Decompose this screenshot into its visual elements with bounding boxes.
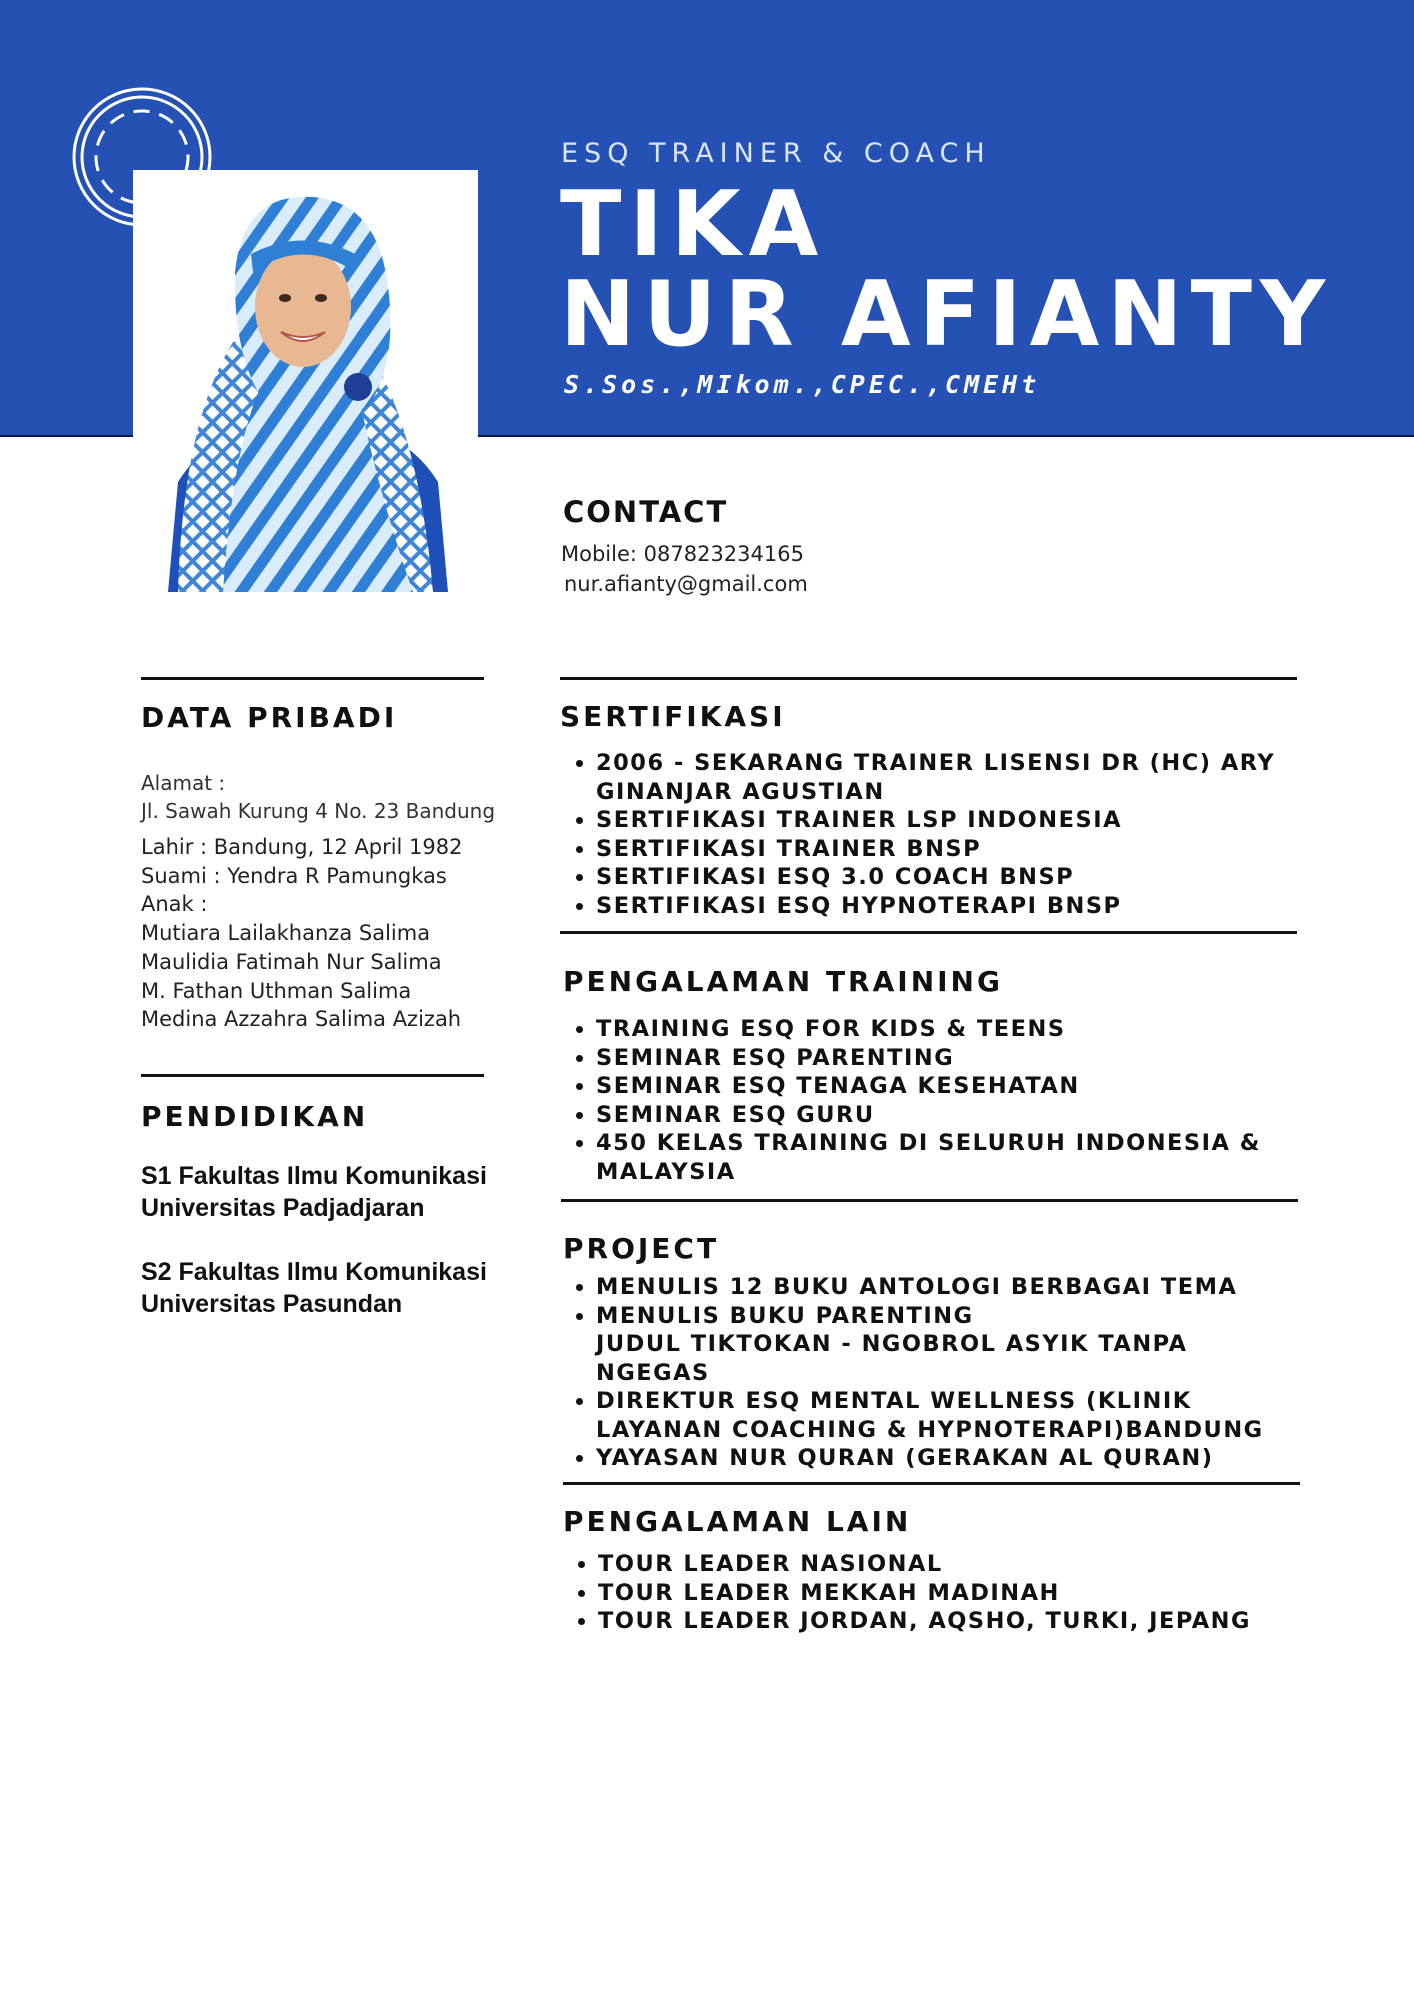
- divider: [560, 931, 1297, 934]
- profile-photo: [163, 192, 453, 592]
- pendidikan-title: PENDIDIKAN: [141, 1100, 369, 1133]
- contact-mobile: Mobile: 087823234165: [561, 542, 804, 566]
- list-item: • 2006 - SEKARANG TRAINER LISENSI DR (HC) ARY GINANJAR AGUSTIAN: [596, 749, 1296, 806]
- list-item: [596, 1302, 1296, 1388]
- academic-credentials: S.Sos.,MIkom.,CPEC.,CMEHt: [564, 370, 1041, 399]
- list-item: • YAYASAN NUR QURAN (GERAKAN AL QURAN): [596, 1444, 1296, 1473]
- alamat-label: Alamat :: [141, 771, 226, 795]
- list-item: • SEMINAR ESQ TENAGA KESEHATAN: [596, 1072, 1396, 1101]
- project-item-text: • MENULIS BUKU PARENTING: [596, 1302, 974, 1329]
- detail-line: Medina Azzahra Salima Azizah: [141, 1007, 462, 1032]
- education-s2-faculty: S2 Fakultas Ilmu Komunikasi: [141, 1258, 487, 1286]
- contact-title: CONTACT: [563, 495, 729, 529]
- project-list: [560, 1273, 1296, 1473]
- list-item: • SERTIFIKASI TRAINER LSP INDONESIA: [596, 806, 1296, 835]
- training-list: [560, 1015, 1396, 1186]
- contact-email: nur.afianty@gmail.com: [564, 572, 808, 596]
- detail-line: Suami : Yendra R Pamungkas: [141, 863, 447, 888]
- list-item: • MENULIS 12 BUKU ANTOLOGI BERBAGAI TEMA: [596, 1273, 1296, 1302]
- list-item: • SERTIFIKASI TRAINER BNSP: [596, 835, 1296, 864]
- detail-line: M. Fathan Uthman Salima: [141, 978, 412, 1003]
- list-item: • TRAINING ESQ FOR KIDS & TEENS: [596, 1015, 1396, 1044]
- education-s2: [141, 1256, 487, 1320]
- project-item-subtext: JUDUL TIKTOKAN - NGOBROL ASYIK TANPA NGEGAS: [596, 1331, 1188, 1386]
- profile-photo-frame: [133, 170, 478, 602]
- pengalaman-lain-list: [562, 1550, 1298, 1636]
- list-item: • SERTIFIKASI ESQ HYPNOTERAPI BNSP: [596, 892, 1296, 921]
- education-s2-university: Universitas Pasundan: [141, 1290, 403, 1318]
- education-s1-university: Universitas Padjadjaran: [141, 1194, 425, 1222]
- detail-line: Mutiara Lailakhanza Salima: [141, 921, 431, 946]
- divider: [560, 677, 1297, 680]
- divider: [563, 1482, 1300, 1485]
- list-item: • SEMINAR ESQ PARENTING: [596, 1044, 1396, 1073]
- list-item: • TOUR LEADER MEKKAH MADINAH: [598, 1579, 1298, 1608]
- data-pribadi-title: DATA PRIBADI: [141, 701, 398, 734]
- education-s1: [141, 1160, 487, 1224]
- job-title: ESQ TRAINER & COACH: [561, 138, 991, 169]
- sertifikasi-list: [560, 749, 1296, 920]
- pengalaman-training-title: PENGALAMAN TRAINING: [563, 965, 1003, 998]
- list-item: • SEMINAR ESQ GURU: [596, 1101, 1396, 1130]
- divider: [561, 1199, 1298, 1202]
- list-item: • TOUR LEADER JORDAN, AQSHO, TURKI, JEPANG: [598, 1607, 1298, 1636]
- detail-line: Anak :: [141, 892, 208, 917]
- pengalaman-lain-title: PENGALAMAN LAIN: [563, 1505, 912, 1538]
- list-item: • 450 KELAS TRAINING DI SELURUH INDONESIA & MALAYSIA: [596, 1129, 1396, 1186]
- first-name: TIKA: [560, 172, 827, 277]
- sertifikasi-title: SERTIFIKASI: [560, 700, 786, 733]
- education-s1-faculty: S1 Fakultas Ilmu Komunikasi: [141, 1162, 487, 1190]
- divider: [141, 1074, 484, 1077]
- personal-details-list: [141, 833, 463, 1034]
- divider: [141, 677, 484, 680]
- list-item: • DIREKTUR ESQ MENTAL WELLNESS (KLINIK LAYANAN COACHING & HYPNOTERAPI)BANDUNG: [596, 1387, 1296, 1444]
- list-item: • TOUR LEADER NASIONAL: [598, 1550, 1298, 1579]
- person-name: [560, 172, 1334, 367]
- project-title: PROJECT: [563, 1232, 720, 1265]
- list-item: • SERTIFIKASI ESQ 3.0 COACH BNSP: [596, 863, 1296, 892]
- alamat-value: Jl. Sawah Kurung 4 No. 23 Bandung: [141, 799, 496, 823]
- detail-line: Maulidia Fatimah Nur Salima: [141, 949, 442, 974]
- last-name: NUR AFIANTY: [560, 262, 1334, 367]
- detail-line: Lahir : Bandung, 12 April 1982: [141, 835, 463, 859]
